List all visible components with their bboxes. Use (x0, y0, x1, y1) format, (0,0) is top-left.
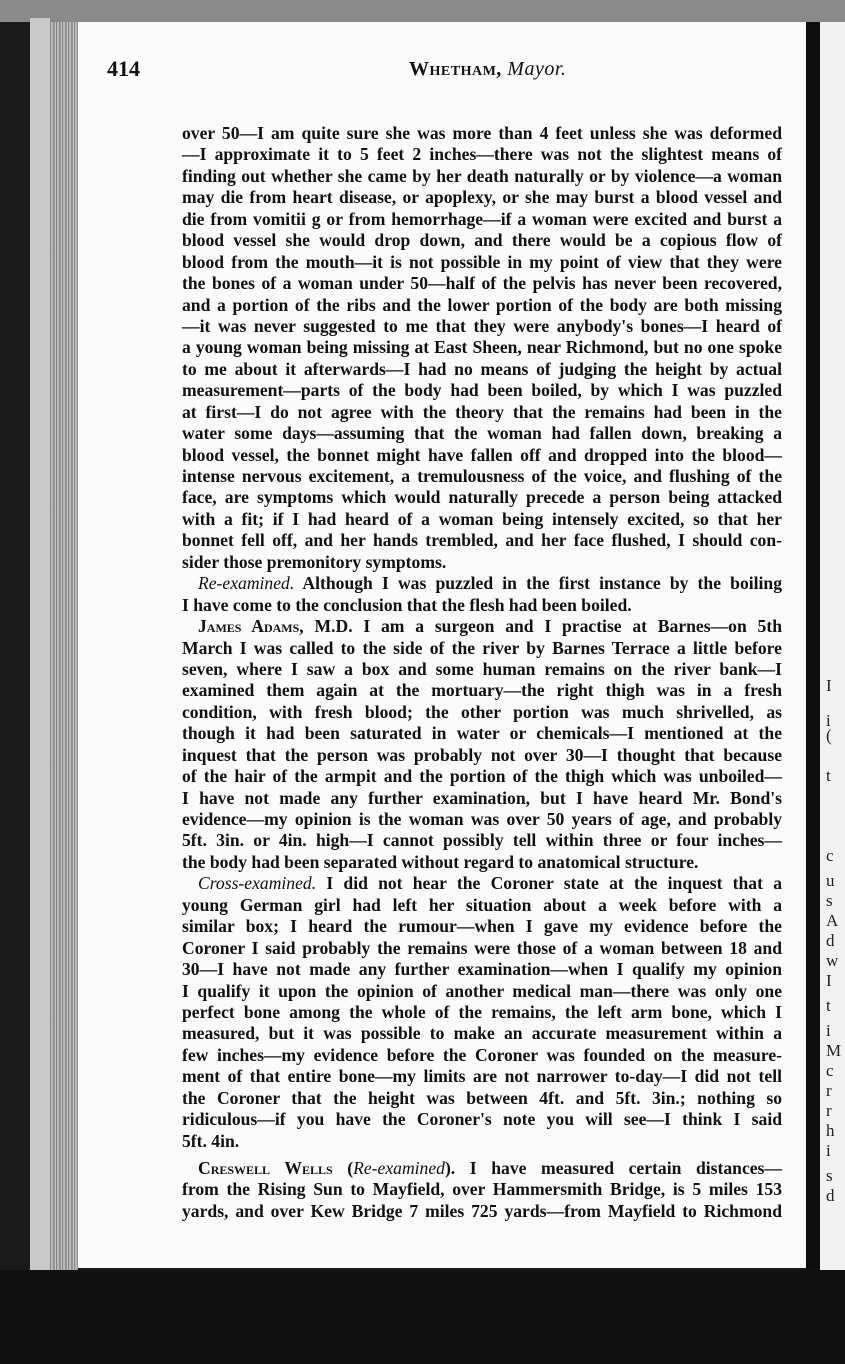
text-line: with a fit; if I had heard of a woman being intensely excited, so that her (182, 508, 782, 529)
witness-name: Creswell Wells (198, 1158, 333, 1178)
text-line: blood from the mouth—it is not possible in my point of view that they were (182, 251, 782, 272)
adams-lines (182, 638, 782, 874)
running-head (409, 58, 566, 81)
text-line: the body had been separated without regard to anatomical structure. (182, 851, 699, 872)
text-line: may die from heart disease, or apoplexy, or she may burst a blood vessel and (182, 187, 782, 208)
cross-lines (182, 895, 782, 1152)
page-stack-edges (50, 22, 78, 1270)
adjacent-page-fragment: r (826, 1081, 832, 1100)
reexamined-label: Re-examined (353, 1158, 445, 1178)
cross-paragraph (182, 873, 782, 1152)
text-line: from the Rising Sun to Mayfield, over Hammersmith Bridge, is 5 miles 153 (182, 1179, 782, 1200)
text-line: yards, and over Kew Bridge 7 miles 725 yards—from Mayfield to Richmond (182, 1200, 782, 1221)
adjacent-page-fragment: w (826, 951, 839, 970)
text-line: a young woman being missing at East Sheen, near Richmond, but no one spoke (182, 337, 782, 358)
witness-name: James Adams, (198, 616, 304, 637)
text-line: though it had been saturated in water or chemicals—I mentioned at the (182, 723, 782, 744)
adjacent-page-fragment: s (826, 1166, 833, 1185)
text-line: to me about it afterwards—I had no means of judging the height by actual (182, 358, 782, 379)
body-text (182, 123, 782, 1222)
text-line: —it was never suggested to me that they were anybody's bones—I heard of (182, 315, 782, 336)
text-line: the bones of a woman under 50—half of the pelvis has never been recovered, (182, 273, 782, 294)
running-head-title: Mayor. (507, 58, 567, 80)
text-line: similar box; I heard the rumour—when I gave my evidence before the (182, 916, 782, 937)
adjacent-page-fragment: A (826, 911, 839, 930)
text-line: at first—I do not agree with the theory that the remains had been in the (182, 401, 782, 422)
adjacent-page-edge (820, 22, 845, 1270)
text-line: —I approximate it to 5 feet 2 inches—there was not the slightest means of (182, 144, 782, 165)
text-line: seven, where I saw a box and some human remains on the river bank—I (182, 658, 782, 679)
text-line: March I was called to the side of the river by Barnes Terrace a little before (182, 637, 782, 658)
text-line: intense nervous excitement, a tremulousness of the voice, and flushing of the (182, 466, 782, 486)
text-line: die from vomitii g or from hemorrhage—if a woman were excited and burst a (182, 208, 782, 229)
adjacent-page-fragment: r (826, 1101, 832, 1120)
text-line: young German girl had left her situation about a week before with a (182, 894, 782, 915)
testimony-paragraph (182, 123, 782, 573)
wells-paragraph (182, 1158, 782, 1222)
page-header (107, 56, 707, 96)
text-line: I have come to the conclusion that the flesh had been boiled. (182, 594, 632, 615)
text-line: few inches—my evidence before the Coroner was founded on the measure- (182, 1044, 782, 1065)
adjacent-page-fragment: c (826, 1061, 834, 1080)
page-number: 414 (107, 56, 140, 81)
text-line: measurement—parts of the body had been boiled, by which I was puzzled (182, 380, 782, 401)
cross-examined-label: Cross-examined. (198, 873, 317, 894)
adjacent-page-fragment: i (826, 1141, 831, 1160)
text-line: perfect bone among the whole of the remains, the left arm bone, which I (182, 1001, 782, 1022)
text-line: Creswell Wells (Re-examined). I have measured certain distances— (198, 1158, 783, 1178)
running-head-name: Whetham, (409, 58, 502, 80)
adjacent-page-fragment: i (826, 1021, 831, 1040)
page-left-edge (30, 18, 50, 1270)
text-line: 5ft. 3in. or 4in. high—I cannot possibly tell within three or four inches— (182, 830, 782, 851)
text-line: I qualify it upon the opinion of another medical man—there was only one (182, 980, 782, 1001)
text-line: Re-examined. Although I was puzzled in the first instance by the boiling (198, 573, 782, 594)
text-line: the Coroner that the height was between 4ft. and 5ft. 3in.; nothing so (182, 1087, 782, 1108)
adjacent-page-fragment: c (826, 846, 834, 865)
text-line: bonnet fell off, and her hands trembled, and her face flushed, I should con- (182, 530, 782, 551)
adjacent-page-fragment: I (826, 676, 832, 695)
text-line: sider those premonitory symptoms. (182, 551, 447, 572)
text-line: and a portion of the ribs and the lower portion of the body are both missing (182, 294, 782, 315)
text-line: examined them again at the mortuary—the right thigh was in a fresh (182, 680, 782, 701)
adjacent-page-fragment: ( (826, 726, 832, 745)
text-line: Cross-examined. I did not hear the Coroner state at the inquest that a (198, 873, 782, 894)
text-line: 30—I have not made any further examination—when I qualify my opinion (182, 959, 782, 980)
scan-bottom-border (0, 1270, 845, 1364)
text-line: Coroner I said probably the remains were those of a woman between 18 and (182, 937, 782, 958)
adams-paragraph (182, 616, 782, 873)
adjacent-page-fragment: M (826, 1041, 842, 1060)
adjacent-page-fragment: I (826, 971, 832, 990)
text-line: blood vessel, the bonnet might have fallen off and dropped into the blood— (182, 444, 782, 465)
text-line: finding out whether she came by her death naturally or by violence—a woman (182, 165, 782, 186)
text-line: over 50—I am quite sure she was more than 4 feet unless she was deformed (182, 123, 782, 143)
wells-lines (182, 1179, 782, 1222)
adjacent-page-fragment: u (826, 871, 835, 890)
adjacent-page-fragment: d (826, 1186, 835, 1205)
text-line: blood vessel she would drop down, and there would be a copious flow of (182, 230, 782, 251)
adjacent-page-fragment: d (826, 931, 835, 950)
reexamined-label: Re-examined. (198, 573, 295, 594)
adjacent-page-fragment: i (826, 711, 831, 730)
adjacent-page-fragment: t (826, 996, 831, 1015)
adjacent-page-fragment: s (826, 891, 833, 910)
text-line: water some days—assuming that the woman had fallen down, breaking a (182, 423, 782, 444)
text-line: of the hair of the armpit and the portion of the thigh which was unboiled— (182, 766, 782, 787)
text-line: ridiculous—if you have the Coroner's note you will see—I think I said (182, 1109, 782, 1130)
text-line: 5ft. 4in. (182, 1130, 240, 1151)
adjacent-page-fragment: t (826, 766, 831, 785)
text-line: evidence—my opinion is the woman was over 50 years of age, and probably (182, 809, 782, 829)
adjacent-page-fragment: h (826, 1121, 835, 1140)
text-line: ment of that entire bone—my limits are not narrower to-day—I did not tell (182, 1066, 782, 1087)
scan-top-border (0, 0, 845, 22)
reexamined-paragraph (182, 573, 782, 616)
binding-gutter (806, 22, 820, 1270)
text-line: I have not made any further examination, but I have heard Mr. Bond's (182, 787, 782, 808)
text-line: inquest that the person was probably not over 30—I thought that because (182, 744, 782, 765)
text-line: condition, with fresh blood; the other portion was much shrivelled, as (182, 701, 782, 722)
text-line: measured, but it was possible to make an accurate measurement within a (182, 1023, 782, 1044)
text-line: James Adams, M.D. I am a surgeon and I practise at Barnes—on 5th (198, 616, 782, 637)
text-line: face, are symptoms which would naturally precede a person being attacked (182, 487, 782, 508)
